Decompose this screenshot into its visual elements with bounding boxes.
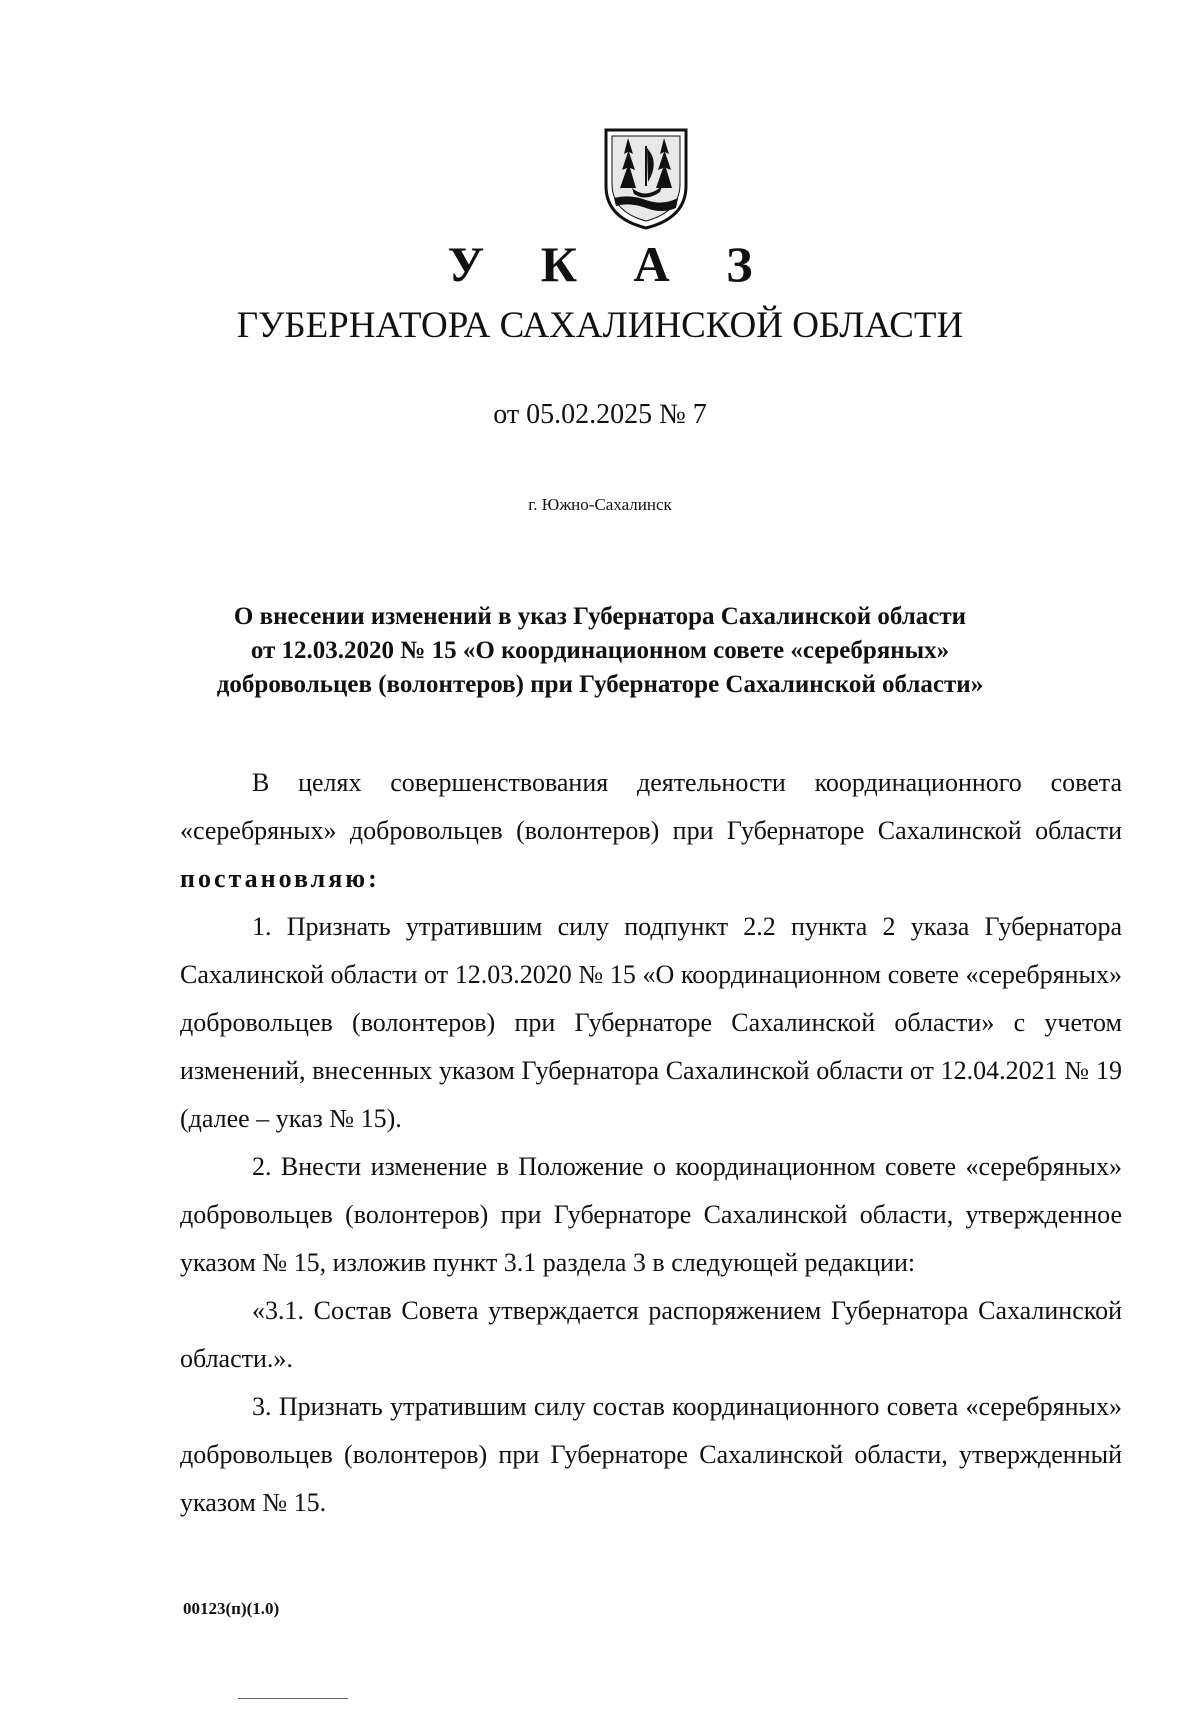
issue-city: г. Южно-Сахалинск xyxy=(528,495,672,514)
heading-line: О внесении изменений в указ Губернатора Сахалинской области xyxy=(233,603,967,630)
document-heading xyxy=(150,600,1050,702)
resolve-word: постановляю: xyxy=(180,864,380,893)
document-date-number: от 05.02.2025 № 7 xyxy=(493,399,707,430)
sakhalin-coat-of-arms-icon xyxy=(602,126,690,230)
document-body xyxy=(180,759,1122,1527)
bottom-divider xyxy=(238,1698,348,1699)
item-1-paragraph: 1. Признать утратившим силу подпункт 2.2 пункта 2 указа Губернатора Сахалинской области от 12.03.2020 № 15 «О координационном совете «серебряных» добровольцев (волонтеров) при Губернаторе Сахалинской области» с учетом изменений, внесенных указом Губернатора Сахалинской области от 12.04.2021 № 19 (далее – указ № 15). xyxy=(180,912,1122,1133)
item-3-paragraph: 3. Признать утратившим силу состав координационного совета «серебряных» добровольцев (волонтеров) при Губернаторе Сахалинской области, утвержденный указом № 15. xyxy=(180,1392,1122,1517)
preamble-paragraph xyxy=(180,759,1122,903)
item-2-quote-paragraph: «3.1. Состав Совета утверждается распоряжением Губернатора Сахалинской области.». xyxy=(180,1296,1122,1373)
item-2-paragraph: 2. Внести изменение в Положение о координационном совете «серебряных» добровольцев (волонтеров) при Губернаторе Сахалинской области, утвержденное указом № 15, изложив пункт 3.1 раздела 3 в следующей редакции: xyxy=(180,1152,1122,1277)
document-title: У К А З xyxy=(447,236,775,292)
preamble-text: В целях совершенствования деятельности координационного совета «серебряных» добровольцев (волонтеров) при Губернаторе Сахалинской области xyxy=(180,768,1122,845)
form-code: 00123(п)(1.0) xyxy=(183,1599,280,1618)
issuing-authority: ГУБЕРНАТОРА САХАЛИНСКОЙ ОБЛАСТИ xyxy=(236,305,964,346)
heading-line: добровольцев (волонтеров) при Губернаторе Сахалинской области» xyxy=(216,671,984,698)
heading-line: от 12.03.2020 № 15 «О координационном совете «серебряных» xyxy=(250,637,950,664)
